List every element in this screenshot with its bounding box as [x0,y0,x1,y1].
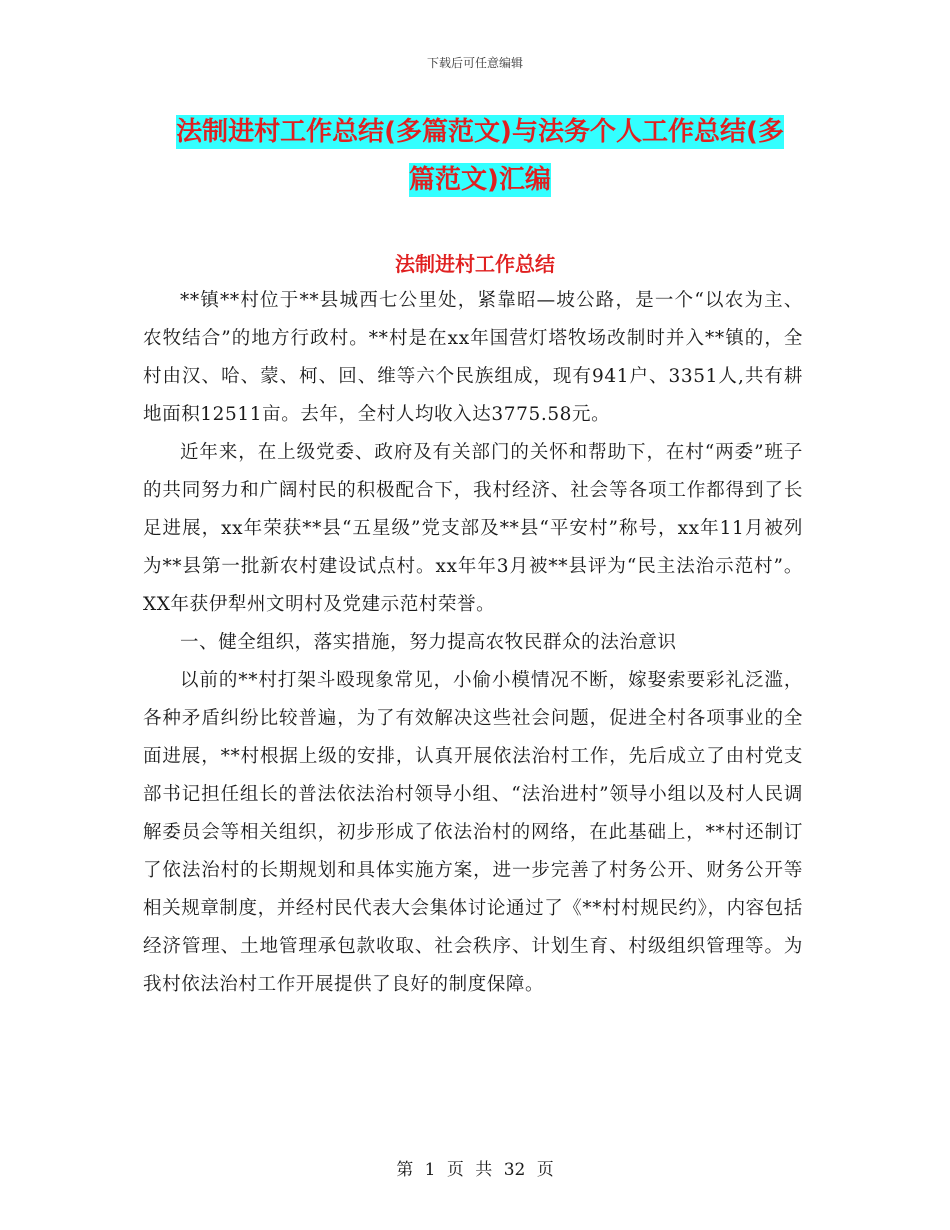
paragraph-heading: 一、健全组织，落实措施，努力提高农牧民群众的法治意识 [180,632,677,653]
paragraph: 以前的**村打架斗殴现象常见，小偷小模情况不断，嫁娶索要彩礼泛滥，各种矛盾纠纷比较普遍，为了有效解决这些社会问题，促进全村各项事业的全面进展，**村根据上级的安排，认真开展依法治村工作，先后成立了由村党支部书记担任组长的普法依法治村领导小组、“法治进村”领导小组以及村人民调解委员会等相关组织，初步形成了依法治村的网络，在此基础上，**村还制订了依法治村的长期规划和具体实施方案，进一步完善了村务公开、财务公开等相关规章制度，并经村民代表大会集体讨论通过了《**村村规民约》，内容包括经济管理、土地管理承包款收取、社会秩序、计划生育、村级组织管理等。为我村依法治村工作开展提供了良好的制度保障。 [143,670,803,995]
page-header-note: 下载后可任意编辑 [426,56,523,70]
document-body [143,282,803,1004]
paragraph: **镇**村位于**县城西七公里处，紧靠昭—坡公路，是一个“以农为主、农牧结合”的地方行政村。**村是在xx年国营灯塔牧场改制时并入**镇的，全村由汉、哈、蒙、柯、回、维等六个民族组成，现有941户、3351人,共有耕地面积12511亩。去年，全村人均收入达3775.58元。 [143,290,803,425]
document-title [140,108,820,204]
page-footer: 第 1 页 共 32 页 [396,1160,554,1180]
paragraph: 近年来，在上级党委、政府及有关部门的关怀和帮助下，在村“两委”班子的共同努力和广阔村民的积极配合下，我村经济、社会等各项工作都得到了长足进展，xx年荣获**县“五星级”党支部及**县“平安村”称号，xx年11月被列为**县第一批新农村建设试点村。xx年年3月被**县评为“民主法治示范村”。XX年获伊犁州文明村及党建示范村荣誉。 [143,442,803,615]
document-title-line1: 法制进村工作总结(多篇范文)与法务个人工作总结(多 [176,117,784,147]
document-title-line2: 篇范文)汇编 [409,165,551,195]
section-title: 法制进村工作总结 [395,252,555,276]
